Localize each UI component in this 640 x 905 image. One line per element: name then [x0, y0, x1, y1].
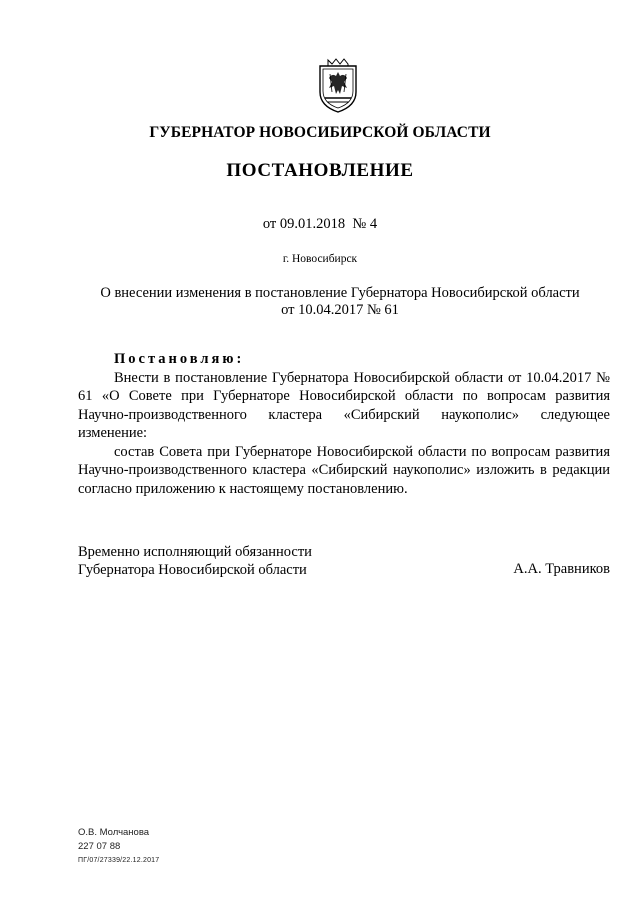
- document-type: ПОСТАНОВЛЕНИЕ: [226, 160, 414, 181]
- coat-of-arms-icon: [316, 58, 360, 114]
- executor-footer: [78, 826, 159, 868]
- document-body: [78, 350, 610, 498]
- decree-word: Постановляю:: [114, 351, 245, 367]
- position-line-1: Временно исполняющий обязанности: [78, 544, 312, 560]
- position-line-2: Губернатора Новосибирской области: [78, 562, 307, 578]
- document-subject: [60, 285, 620, 319]
- document-city: г. Новосибирск: [282, 253, 358, 265]
- signatory-name: А.А. Травников: [513, 561, 610, 577]
- subject-line-2: от 10.04.2017 № 61: [281, 302, 399, 318]
- subject-line-1: О внесении изменения в постановление Губернатора Новосибирской области: [100, 285, 580, 301]
- body-paragraph-1: Внести в постановление Губернатора Новосибирской области от 10.04.2017 № 61 «О Совете при Губернаторе Новосибирской области по вопросам развития Научно-производственного кластера «Сибирский наукополис» следующее изменение:: [78, 369, 610, 441]
- executor-name: О.В. Молчанова: [78, 827, 150, 838]
- body-paragraph-2: состав Совета при Губернаторе Новосибирской области по вопросам развития Научно-производственного кластера «Сибирский наукополис» изложить в редакции согласно приложению к настоящему постановлению.: [78, 443, 610, 497]
- registration-number: ПГ/07/27339/22.12.2017: [78, 857, 160, 864]
- executor-phone: 227 07 88: [78, 841, 121, 852]
- document-date-number: от 09.01.2018 № 4: [262, 216, 378, 232]
- authority-title: ГУБЕРНАТОР НОВОСИБИРСКОЙ ОБЛАСТИ: [149, 124, 491, 141]
- signatory-position: [78, 543, 312, 579]
